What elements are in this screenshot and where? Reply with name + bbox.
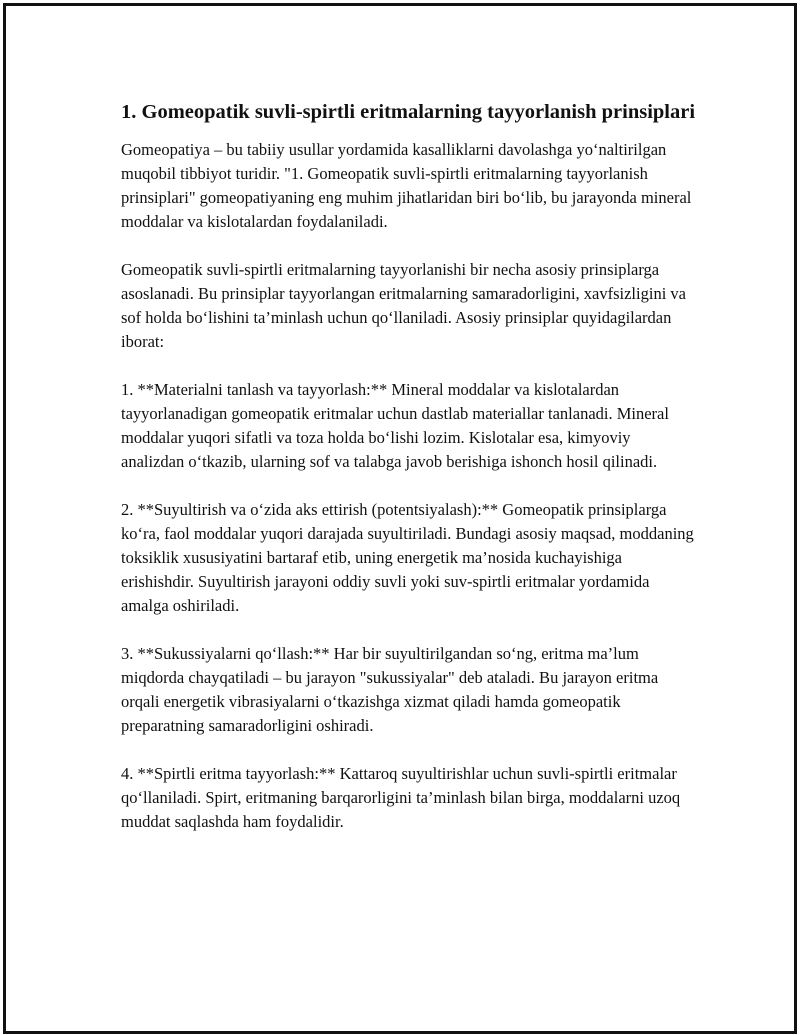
document-title: 1. Gomeopatik suvli-spirtli eritmalarning tayyorlanish prinsiplari: [121, 101, 696, 123]
paragraph-principle-2: 2. **Suyultirish va o‘zida aks ettirish (potentsiyalash):** Gomeopatik prinsiplarga ko‘ra, faol moddalar yuqori darajada suyultiriladi. Bundagi asosiy maqsad, moddaning toksiklik xususiyatini bartaraf etib, uning energetik ma’nosida kuchayishiga erishishdir. Suyultirish jarayoni oddiy suvli yoki suv-spirtli eritmalar yordamida amalga oshiriladi.: [121, 500, 694, 615]
page-frame: [3, 3, 797, 1034]
paragraph-principle-1: 1. **Materialni tanlash va tayyorlash:** Mineral moddalar va kislotalardan tayyorlanadigan gomeopatik eritmalar uchun dastlab materiallar tanlanadi. Mineral moddalar yuqori sifatli va toza holda bo‘lishi lozim. Kislotalar esa, kimyoviy analizdan o‘tkazib, ularning sof va talabga javob berishiga ishonch hosil qilinadi.: [121, 380, 669, 471]
paragraph-principle-3: 3. **Sukussiyalarni qo‘llash:** Har bir suyultirilgandan so‘ng, eritma ma’lum miqdorda chayqatiladi – bu jarayon "sukussiyalar" deb ataladi. Bu jarayon eritma orqali energetik vibrasiyalarni o‘tkazishga xizmat qiladi hamda gomeopatik preparatning samaradorligini oshiradi.: [121, 644, 659, 735]
document-body: [121, 98, 696, 858]
paragraph-intro: Gomeopatiya – bu tabiiy usullar yordamida kasalliklarni davolashga yo‘naltirilgan muqobil tibbiyot turidir. "1. Gomeopatik suvli-spirtli eritmalarning tayyorlanish prinsiplari" gomeopatiyaning eng muhim jihatlaridan biri bo‘lib, bu jarayonda mineral moddalar va kislotalardan foydalaniladi.: [121, 140, 692, 231]
paragraph-principle-4: 4. **Spirtli eritma tayyorlash:** Kattaroq suyultirishlar uchun suvli-spirtli eritmalar qo‘llaniladi. Spirt, eritmaning barqarorligini ta’minlash bilan birga, moddalarni uzoq muddat saqlashda ham foydalidir.: [121, 764, 681, 831]
paragraph-principles-overview: Gomeopatik suvli-spirtli eritmalarning tayyorlanishi bir necha asosiy prinsiplarga asoslanadi. Bu prinsiplar tayyorlangan eritmalarning samaradorligini, xavfsizligini va sof holda bo‘lishini ta’minlash uchun qo‘llaniladi. Asosiy prinsiplar quyidagilardan iborat:: [121, 260, 686, 351]
